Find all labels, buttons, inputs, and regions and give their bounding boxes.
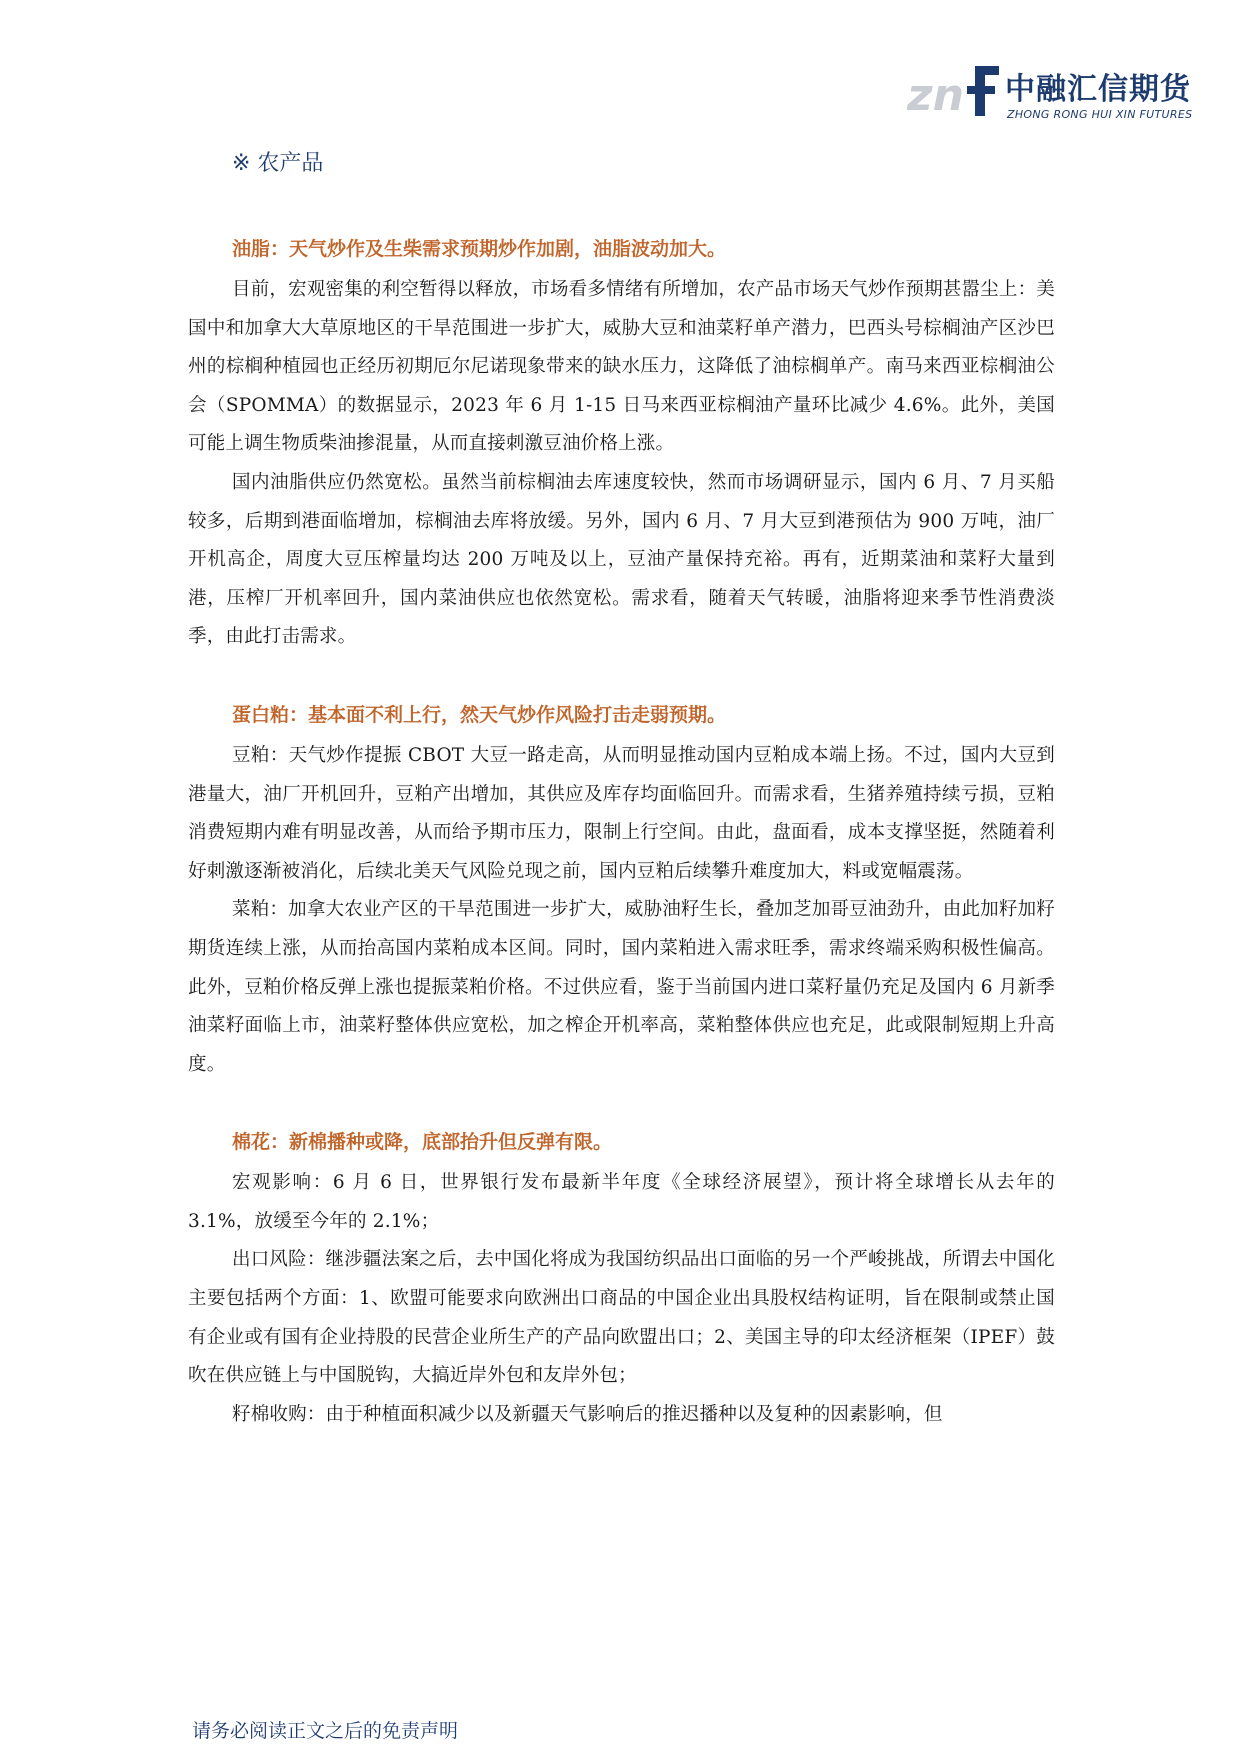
- oils-paragraph-1: 目前，宏观密集的利空暂得以释放，市场看多情绪有所增加，农产品市场天气炒作预期甚嚣尘上：美国中和加拿大大草原地区的干旱范围进一步扩大，威胁大豆和油菜籽单产潜力，巴西头号棕榈油产区沙巴州的棕榈种植园也正经历初期厄尔尼诺现象带来的缺水压力，这降低了油棕榈单产。南马来西亚棕榈油公会（SPOMMA）的数据显示，2023 年 6 月 1-15 日马来西亚棕榈油产量环比减少 4.6%。此外，美国可能上调生物质柴油掺混量，从而直接刺激豆油价格上涨。: [188, 279, 1055, 455]
- znf-logo-mark: [905, 60, 1005, 126]
- document-body: [188, 233, 1055, 1434]
- svg-text:zn: zn: [907, 70, 964, 121]
- oils-heading: 油脂：天气炒作及生柴需求预期炒作加剧，油脂波动加大。: [232, 238, 727, 260]
- cotton-heading: 棉花：新棉播种或降，底部抬升但反弹有限。: [232, 1131, 613, 1154]
- section-title: ※ 农产品: [232, 151, 324, 176]
- disclaimer-footer: 请务必阅读正文之后的免责声明: [192, 1720, 459, 1742]
- oils-paragraph-2: 国内油脂供应仍然宽松。虽然当前棕榈油去库速度较快，然而市场调研显示，国内 6 月、7 月买船较多，后期到港面临增加，棕榈油去库将放缓。另外，国内 6 月、7 月大豆到港预估为 900 万吨，油厂开机高企，周度大豆压榨量均达 200 万吨及以上，豆油产量保持充裕。再有，近期菜油和菜籽大量到港，压榨厂开机率回升，国内菜油供应也依然宽松。需求看，随着天气转暖，油脂将迎来季节性消费淡季，由此打击需求。: [188, 471, 1055, 648]
- logo-chinese-name: 中融汇信期货: [1005, 72, 1191, 107]
- soymeal-paragraph: 豆粕：天气炒作提振 CBOT 大豆一路走高，从而明显推动国内豆粕成本端上扬。不过，国内大豆到港量大，油厂开机回升，豆粕产出增加，其供应及库存均面临回升。而需求看，生猪养殖持续亏损，豆粕消费短期内难有明显改善，从而给予期市压力，限制上行空间。由此，盘面看，成本支撑坚挺，然随着利好刺激逐渐被消化，后续北美天气风险兑现之前，国内豆粕后续攀升难度加大，料或宽幅震荡。: [188, 744, 1055, 882]
- company-logo: [905, 60, 1193, 126]
- meal-heading: 蛋白粕：基本面不利上行，然天气炒作风险打击走弱预期。: [232, 703, 727, 726]
- section-gap: [188, 1084, 1055, 1126]
- rapeseed-meal-paragraph: 菜粕：加拿大农业产区的干旱范围进一步扩大，威胁油籽生长，叠加芝加哥豆油劲升，由此加籽加籽期货连续上涨，从而抬高国内菜粕成本区间。同时，国内菜粕进入需求旺季，需求终端采购积极性偏高。此外，豆粕价格反弹上涨也提振菜粕价格。不过供应看，鉴于当前国内进口菜籽量仍充足及国内 6 月新季油菜籽面临上市，油菜籽整体供应宽松，加之榨企开机率高，菜粕整体供应也充足，此或限制短期上升高度。: [188, 899, 1055, 1075]
- cotton-purchase-paragraph: 籽棉收购：由于种植面积减少以及新疆天气影响后的推迟播种以及复种的因素影响，但: [232, 1403, 943, 1425]
- section-gap: [188, 657, 1055, 699]
- cotton-macro-paragraph: 宏观影响：6 月 6 日，世界银行发布最新半年度《全球经济展望》，预计将全球增长从去年的 3.1%，放缓至今年的 2.1%；: [188, 1172, 1055, 1232]
- logo-english-name: ZHONG RONG HUI XIN FUTURES: [1007, 108, 1193, 121]
- cotton-export-paragraph: 出口风险：继涉疆法案之后，去中国化将成为我国纺织品出口面临的另一个严峻挑战，所谓去中国化主要包括两个方面：1、欧盟可能要求向欧洲出口商品的中国企业出具股权结构证明，旨在限制或禁止国有企业或有国有企业持股的民营企业所生产的产品向欧盟出口；2、美国主导的印太经济框架（IPEF）鼓吹在供应链上与中国脱钩，大搞近岸外包和友岸外包；: [188, 1249, 1055, 1387]
